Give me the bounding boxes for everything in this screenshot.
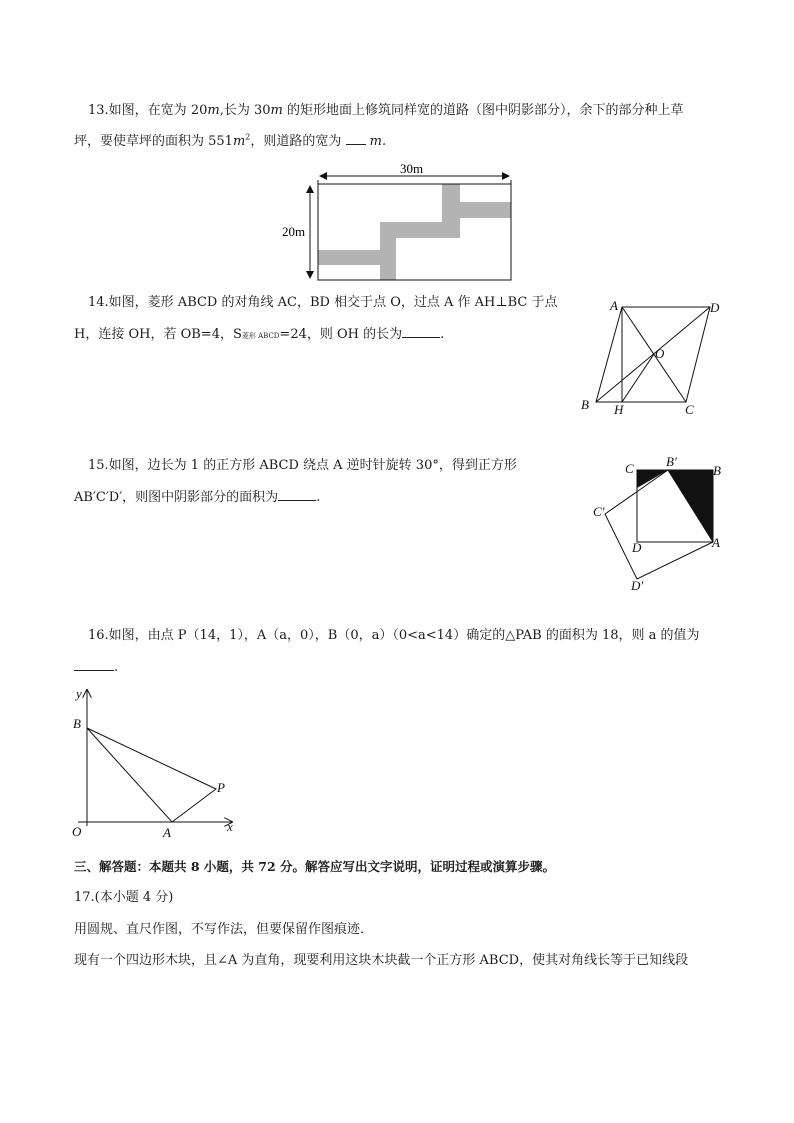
q16-label-x: x <box>227 819 233 834</box>
q13-unit: m <box>270 103 283 118</box>
q17-title: 17.(本小题 4 分) <box>74 890 174 905</box>
q13-line-1 <box>88 102 683 120</box>
q16-label-p: P <box>217 780 225 795</box>
q15-label-d-prime: D′ <box>631 578 644 593</box>
q16-label-b: B <box>73 716 81 731</box>
q13-text: ,长为 <box>219 103 254 118</box>
q16-label-y: y <box>76 686 82 701</box>
q13-length-value: 30 <box>253 103 271 118</box>
q15-label-b-prime: B′ <box>666 454 677 469</box>
q13-road-figure <box>280 158 520 286</box>
q14-label-h: H <box>614 402 624 417</box>
q15-text: . <box>316 490 321 505</box>
q14-diagonal-bd <box>596 307 710 402</box>
answer-blank[interactable] <box>278 488 316 501</box>
q16-coordinate-figure <box>66 686 242 838</box>
q13-width-label: 30m <box>400 161 424 176</box>
q14-label-c: C <box>685 402 694 417</box>
q15-text: AB′C′D′，则图中阴影部分的面积为 <box>74 490 279 505</box>
answer-blank[interactable] <box>74 658 114 671</box>
section-heading: 三、解答题：本题共 8 小题，共 72 分。解答应写出文字说明，证明过程或演算步骤。 <box>74 859 556 874</box>
q14-text: =24，则 OH 的长为 <box>279 327 403 342</box>
q14-subscript: 菱形 ABCD <box>241 332 280 340</box>
q15-label-d: D <box>632 540 642 555</box>
answer-blank[interactable] <box>346 132 366 145</box>
q13-unit: m <box>232 134 246 149</box>
q14-line-2 <box>74 325 444 345</box>
answer-blank[interactable] <box>402 325 440 338</box>
q14-label-a: A <box>610 298 618 313</box>
q16-line-2 <box>74 658 118 677</box>
q16-triangle-pab <box>87 728 216 822</box>
q16-label-o: O <box>72 824 82 838</box>
q14-rhombus-figure <box>574 293 734 425</box>
q13-unit: m <box>207 103 220 118</box>
q13-unit: m. <box>365 134 387 149</box>
q15-label-c-prime: C′ <box>593 504 605 519</box>
q15-line-1: 15.如图，边长为 1 的正方形 ABCD 绕点 A 逆时针旋转 30°，得到正方形 <box>88 458 517 473</box>
q14-line-1: 14.如图，菱形 ABCD 的对角线 AC，BD 相交于点 O，过点 A 作 AH⊥BC 于点 <box>88 295 558 310</box>
q15-line-2 <box>74 488 320 507</box>
q13-line-2 <box>74 132 386 151</box>
q15-label-c: C <box>625 461 634 476</box>
q17-line-2: 现有一个四边形木块，且∠A 为直角，现要利用这块木块截一个正方形 ABCD，使其对角线长等于已知线段 <box>74 953 689 968</box>
q15-label-a: A <box>712 535 720 550</box>
q13-text: 坪，要使草坪的面积为 551 <box>74 134 233 149</box>
q17-line-1: 用圆规、直尺作图，不写作法，但要保留作图痕迹． <box>74 922 374 937</box>
q14-text: . <box>440 327 445 342</box>
q14-label-o: O <box>655 346 665 361</box>
q14-label-d: D <box>710 300 720 315</box>
q14-segment-oh <box>622 354 654 402</box>
q16-line-1: 16.如图，由点 P（14，1），A（a，0），B（0，a）（0<a<14）确定的△PAB 的面积为 18，则 a 的值为 <box>88 628 700 643</box>
q16-text: . <box>114 660 119 675</box>
q14-text: H，连接 OH，若 OB=4，S <box>74 327 242 342</box>
q14-label-b: B <box>581 397 589 412</box>
q13-shaded-road <box>318 184 511 280</box>
q13-text: ，则道路的宽为 <box>250 134 346 149</box>
q13-text: 13.如图，在宽为 <box>88 103 191 118</box>
q13-text: 的矩形地面上修筑同样宽的道路（图中阴影部分），余下的部分种上草 <box>282 103 684 118</box>
q13-height-label: 20m <box>282 224 306 239</box>
q15-rotated-square-figure <box>588 452 734 594</box>
q13-width-value: 20 <box>190 103 208 118</box>
q13-exponent: 2 <box>245 132 251 142</box>
q16-label-a: A <box>163 825 171 838</box>
q15-label-b: B <box>713 463 721 478</box>
